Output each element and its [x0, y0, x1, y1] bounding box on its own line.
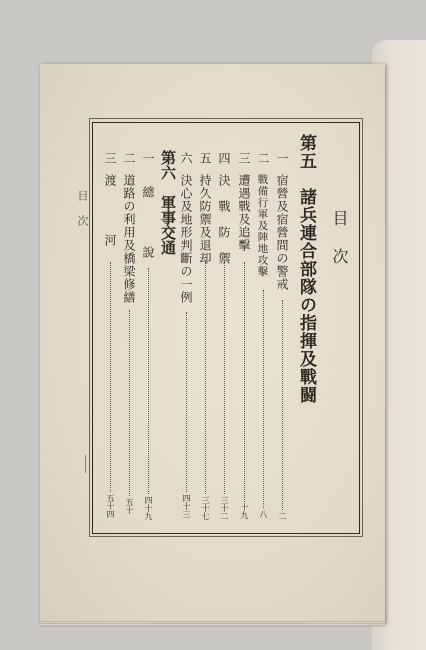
toc-entry-page: 二 [278, 512, 287, 520]
toc-entry-num: 二 [122, 152, 136, 165]
leader-dots [244, 262, 245, 502]
toc-entry-text: 宿營及宿營間の警戒 [275, 174, 289, 291]
leader-dots [186, 312, 187, 492]
toc-entry-page: 五十四 [106, 494, 115, 518]
chapter-5-title: 第五 諸兵連合部隊の指揮及戰闘 [296, 134, 316, 404]
toc-entry-text: 戰備行軍及陣地攻擊 [256, 174, 269, 278]
toc-entry-page: 三十七 [201, 496, 210, 520]
page-stack-edge [40, 620, 385, 626]
toc-entry-text: 道路の利用及橋梁修繕 [122, 174, 136, 304]
toc-entry-num: 三 [237, 152, 251, 165]
toc-entry-text: 決心及地形判斷の一例 [179, 174, 193, 304]
toc-entry-text: 決 戰 防 禦 [217, 174, 231, 265]
leader-dots [224, 262, 225, 494]
toc-entry-num: 四 [217, 152, 231, 165]
leader-dots [129, 310, 130, 496]
leader-dots [205, 262, 206, 494]
toc-entry-page: 三十二 [220, 496, 229, 520]
toc-entry-page: 四十三 [182, 494, 191, 518]
toc-entry-text: 渡 河 [103, 174, 117, 246]
toc-entry-page: 八 [259, 510, 268, 518]
toc-entry-text: 持久防禦及退却 [198, 174, 212, 265]
toc-entry-num: 二 [256, 152, 270, 165]
toc-entry-page: 十九 [240, 503, 249, 519]
toc-entry-text: 總 說 [141, 186, 155, 258]
toc-heading: 目次 [330, 210, 349, 286]
leader-dots [148, 268, 149, 494]
toc-entry-num: 五 [198, 152, 212, 165]
leader-dots [263, 290, 264, 508]
toc-entry-num: 一 [275, 152, 289, 165]
leader-dots [282, 300, 283, 510]
toc-entry-page: 五十 [125, 498, 134, 514]
chapter-6-title: 第六 軍事交通 [159, 150, 177, 255]
toc-entry-num: 三 [103, 152, 117, 165]
leader-dots [110, 262, 111, 492]
margin-running-head: 目次 [76, 190, 89, 240]
toc-entry-text: 遭遇戰及追擊 [237, 174, 251, 252]
toc-entry-num: 六 [179, 152, 193, 165]
toc-entry-page: 四十九 [144, 496, 153, 520]
toc-entry-num: 一 [141, 152, 155, 165]
